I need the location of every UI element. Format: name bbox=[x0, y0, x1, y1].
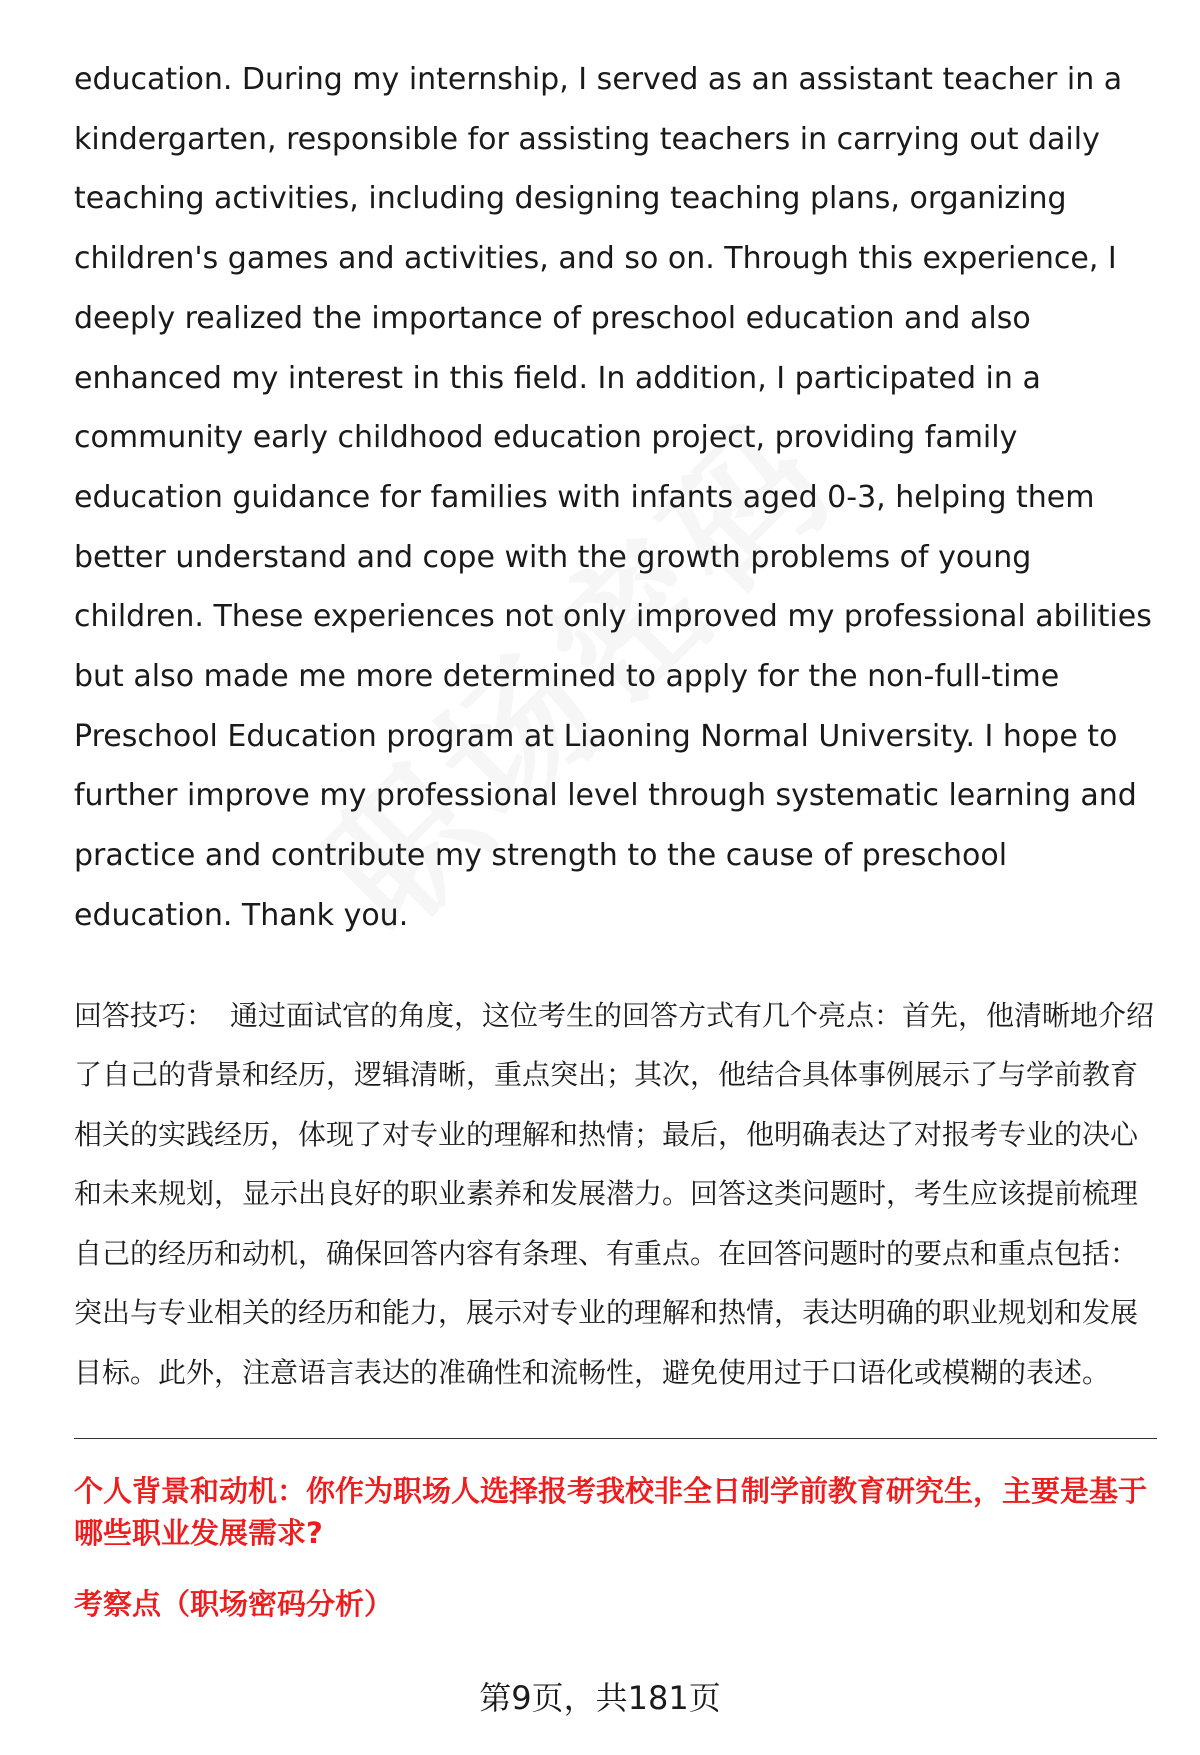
question-heading: 个人背景和动机：你作为职场人选择报考我校非全日制学前教育研究生，主要是基于哪些职业发展需求? bbox=[74, 1474, 1148, 1550]
answer-tips-paragraph bbox=[74, 986, 1164, 1403]
tips-label: 回答技巧： bbox=[74, 998, 215, 1032]
english-answer-paragraph: education. During my internship, I served as an assistant teacher in a kindergarten, responsible for assisting teachers in carrying out daily teaching activities, including designing teaching plans, organizing children's games and activities, and so on. Through this experience, I deeply realized the importance of preschool education and also enhanced my interest in this field. In addition, I participated in a community early childhood education project, providing family education guidance for families with infants aged 0-3, helping them better understand and cope with the growth problems of young children. These experiences not only improved my professional abilities but also made me more determined to apply for the non-full-time Preschool Education program at Liaoning Normal University. I hope to further improve my professional level through systematic learning and practice and contribute my strength to the cause of preschool education. Thank you. bbox=[74, 62, 1152, 933]
page-indicator: 第9页，共181页 bbox=[479, 1679, 721, 1717]
main-content bbox=[74, 50, 1164, 1402]
exam-point-heading: 考察点（职场密码分析） bbox=[74, 1587, 394, 1621]
tips-text: 通过面试官的角度，这位考生的回答方式有几个亮点：首先，他清晰地介绍了自己的背景和经历，逻辑清晰，重点突出；其次，他结合具体事例展示了与学前教育相关的实践经历，体现了对专业的理解和热情；最后，他明确表达了对报考专业的决心和未来规划，显示出良好的职业素养和发展潜力。回答这类问题时，考生应该提前梳理自己的经历和动机，确保回答内容有条理、有重点。在回答问题时的要点和重点包括：突出与专业相关的经历和能力，展示对专业的理解和热情，表达明确的职业规划和发展目标。此外，注意语言表达的准确性和流畅性，避免使用过于口语化或模糊的表述。 bbox=[74, 998, 1155, 1389]
section-divider bbox=[74, 1438, 1157, 1439]
